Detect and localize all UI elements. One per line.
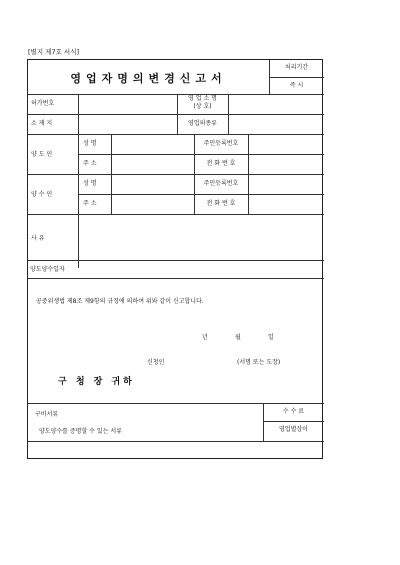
permit-number-label: 허가번호 xyxy=(31,100,55,107)
form-number: [별지 제7호 서식] xyxy=(28,48,80,56)
transferor-name-label: 성 명 xyxy=(83,140,97,147)
processing-period-label: 처리기간 xyxy=(284,64,309,71)
divider xyxy=(78,154,324,155)
transferee-address-label: 주 소 xyxy=(83,200,97,207)
divider xyxy=(78,94,79,268)
recipient: 구 청 장 귀하 xyxy=(58,377,135,387)
transferor-resident-number-label: 주민등록번호 xyxy=(203,140,239,147)
fee-label: 수 수 료 xyxy=(282,408,305,415)
divider xyxy=(28,260,324,261)
date-day: 일 xyxy=(268,334,274,341)
transferee-label: 양 수 인 xyxy=(31,191,53,198)
form-title: 영업자명의변경신고서 xyxy=(70,72,227,85)
divider xyxy=(28,403,324,404)
processing-period-value: 즉 시 xyxy=(289,82,304,89)
transferor-phone-label: 전 화 번 호 xyxy=(206,160,236,167)
divider xyxy=(28,441,324,442)
divider xyxy=(78,194,324,195)
divider xyxy=(269,77,324,78)
transferee-resident-number-label: 주민등록번호 xyxy=(203,180,239,187)
divider xyxy=(28,214,324,215)
transferee-phone-label: 전 화 번 호 xyxy=(206,200,236,207)
divider xyxy=(28,278,324,279)
attachments-label: 구비서류 xyxy=(35,411,59,418)
signature-note: (서명 또는 도장) xyxy=(237,359,281,366)
transferor-label: 양 도 인 xyxy=(31,151,53,158)
divider xyxy=(28,114,324,115)
fee-value: 영업별상이 xyxy=(279,426,308,433)
divider xyxy=(28,94,324,95)
transferee-name-label: 성 명 xyxy=(83,180,97,187)
divider xyxy=(28,134,324,135)
reason-label: 사 유 xyxy=(31,235,45,242)
date-year: 년 xyxy=(202,334,208,341)
business-type-label: 영업의종류 xyxy=(188,120,217,127)
divider xyxy=(28,174,324,175)
location-label: 소 재 지 xyxy=(31,120,53,127)
declaration-text: 공중위생법 제8조 제9항의 규정에 의하여 위와 같이 신고합니다. xyxy=(36,298,204,305)
applicant-label: 신청인 xyxy=(147,359,165,366)
transferor-address-label: 주 소 xyxy=(83,160,97,167)
attachment-item: 양도양수를 증명할 수 있는 서류 xyxy=(39,428,122,435)
date-month: 월 xyxy=(235,334,241,341)
transfer-date-label: 양도양수일자 xyxy=(30,266,65,273)
divider xyxy=(263,421,324,422)
notification-form xyxy=(27,59,323,459)
trade-name-label: (상 호) xyxy=(193,103,212,110)
business-name-label: 영 업 소 명 xyxy=(188,95,217,102)
